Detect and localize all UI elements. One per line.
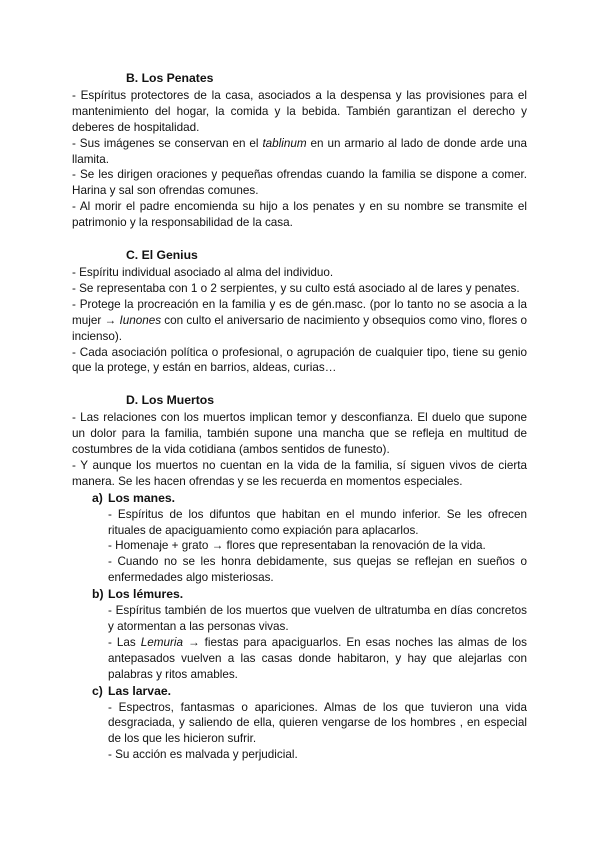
- subsection-heading: [72, 587, 527, 603]
- paragraph: - Su acción es malvada y perjudicial.: [108, 748, 298, 762]
- italic-term: Iunones: [119, 313, 162, 327]
- subsection-title: Los lémures.: [108, 587, 184, 602]
- paragraph: - Cuando no se les honra debidamente, sus quejas se reflejan en sueños o enfermedades algo misteriosas.: [108, 555, 527, 585]
- list-letter: a): [92, 490, 103, 505]
- paragraph: - Espíritus de los difuntos que habitan en el mundo inferior. Se les ofrecen rituales de apaciguamiento como expiación para aplacarlos.: [108, 507, 527, 537]
- list-letter: c): [92, 683, 103, 698]
- subsection-title: Las larvae.: [108, 683, 172, 698]
- section-heading: D. Los Muertos: [126, 393, 215, 408]
- paragraph: - Las Lemuria → fiestas para apaciguarlos. En esas noches las almas de los antepasados vuelven a las casas donde habitaron, y hay que alejarlas con palabras y ritos amables.: [108, 635, 528, 681]
- paragraph: - Las relaciones con los muertos implican temor y desconfianza. El duelo que supone un dolor para la familia, también supone una mancha que se refleja en multitud de costumbres de la vida cotidiana (ambos sentidos de funesto).: [72, 411, 527, 457]
- paragraph: - Cada asociación política o profesional, o agrupación de cualquier tipo, tiene su genio que la protege, y están en barrios, aldeas, curias…: [72, 345, 527, 375]
- paragraph: - Homenaje + grato → flores que representaban la renovación de la vida.: [108, 539, 486, 553]
- italic-term: Lemuria: [140, 635, 183, 649]
- paragraph: - Se representaba con 1 o 2 serpientes, y su culto está asociado al de lares y penates.: [72, 281, 520, 295]
- paragraph: - Espíritu individual asociado al alma del individuo.: [72, 265, 334, 279]
- paragraph: - Espíritus protectores de la casa, asociados a la despensa y las provisiones para el mantenimiento del hogar, la comida y la bebida. También garantizan el derecho y deberes de hospitalidad.: [72, 88, 527, 134]
- paragraph: - Espectros, fantasmas o apariciones. Almas de los que tuvieron una vida desgraciada, y saliendo de ella, quieren vengarse de los hombres , en especial de los que les hicieron sufrir.: [108, 700, 527, 746]
- italic-term: tablinum: [262, 136, 307, 150]
- document-page: [72, 71, 527, 763]
- subsection-lemures: [72, 587, 527, 682]
- subsection-larvae: [72, 684, 527, 764]
- paragraph: - Y aunque los muertos no cuentan en la vida de la familia, sí siguen vivos de cierta manera. Se les hacen ofrendas y se les recuerda en momentos especiales.: [72, 458, 527, 488]
- section-heading: C. El Genius: [126, 248, 198, 263]
- section-genius: [72, 248, 527, 376]
- subsection-title: Los manes.: [108, 490, 176, 505]
- section-heading: B. Los Penates: [126, 71, 214, 85]
- paragraph: - Protege la procreación en la familia y es de gén.masc. (por lo tanto no se asocia a la mujer → Iunones con culto el aniversario de nacimiento y obsequios como vino, flores o incienso).: [72, 297, 527, 343]
- paragraph: - Espíritus también de los muertos que vuelven de ultratumba en días concretos y atormentan a las personas vivas.: [108, 604, 527, 633]
- subsection-manes: [72, 491, 527, 586]
- section-muertos: [72, 393, 527, 763]
- paragraph: - Sus imágenes se conservan en el tablinum en un armario al lado de donde arde una llamita.: [72, 136, 527, 166]
- paragraph: - Se les dirigen oraciones y pequeñas ofrendas cuando la familia se dispone a comer. Harina y sal son ofrendas comunes.: [72, 168, 527, 198]
- list-letter: b): [92, 587, 104, 602]
- subsection-heading: [72, 491, 527, 507]
- section-penates: [72, 71, 527, 231]
- paragraph: - Al morir el padre encomienda su hijo a los penates y en su nombre se transmite el patrimonio y la responsabilidad de la casa.: [72, 200, 527, 230]
- subsection-heading: [72, 684, 527, 700]
